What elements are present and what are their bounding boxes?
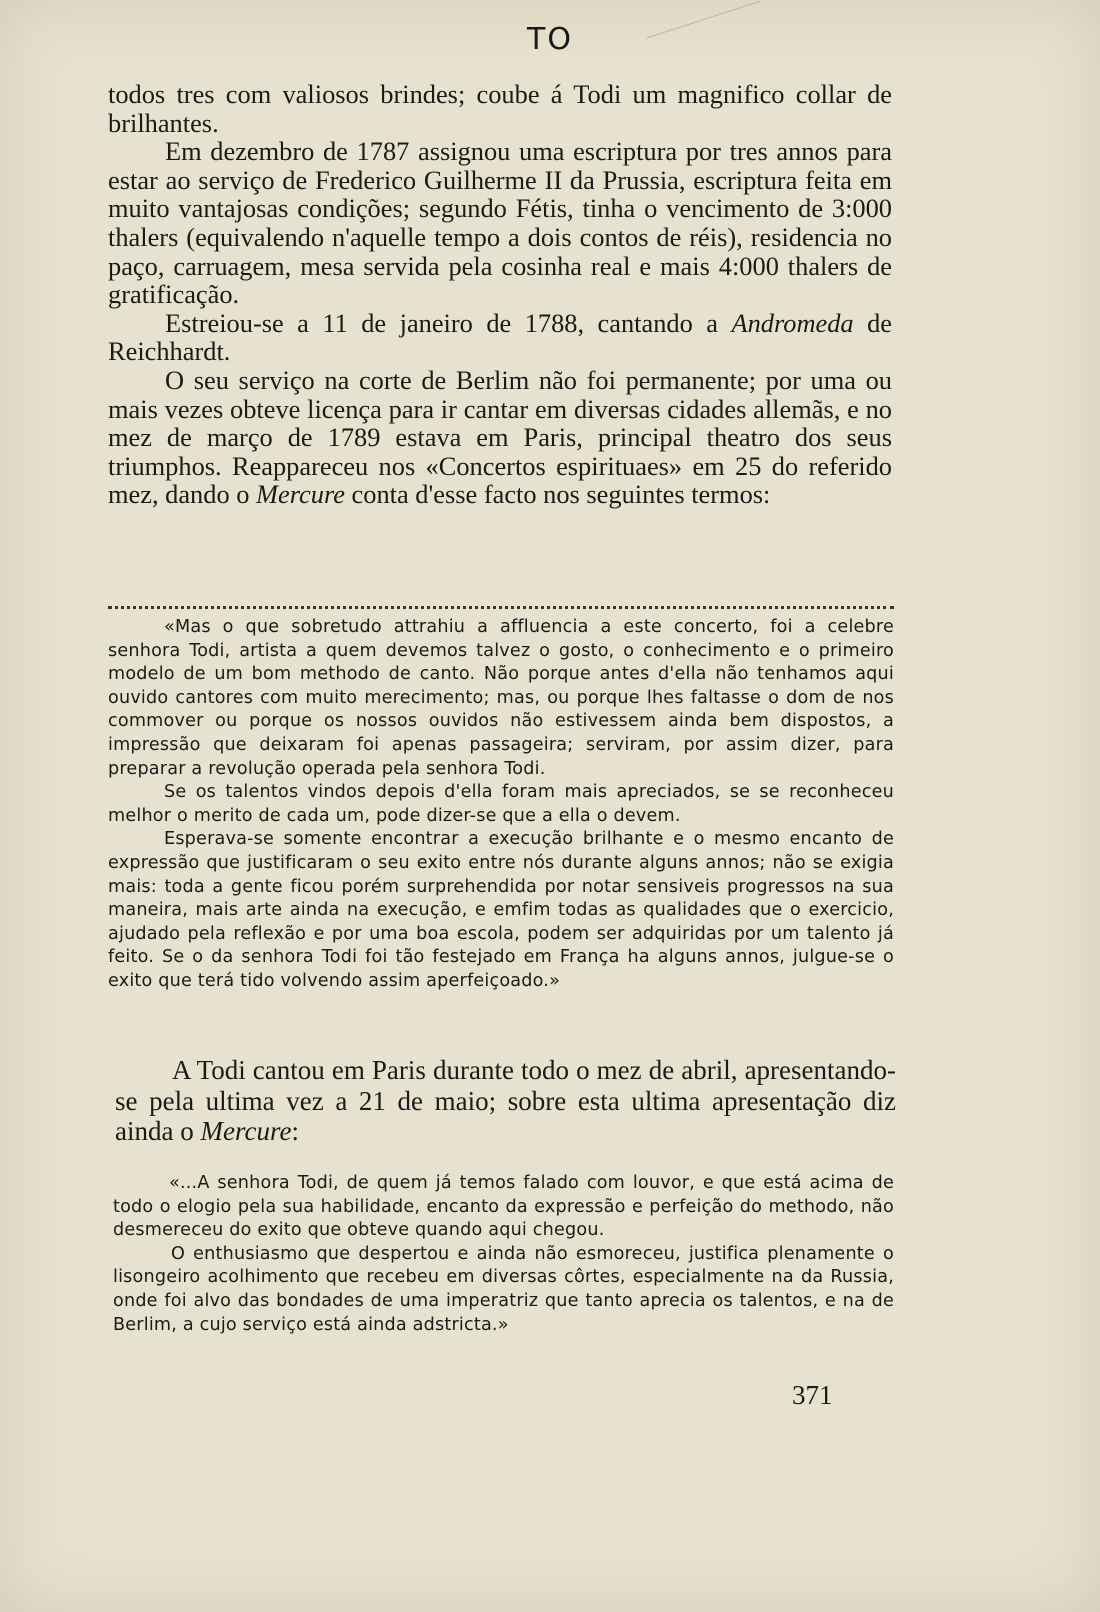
quote-paragraph: «...A senhora Todi, de quem já temos falado com louvor, e que está acima de todo o elogio pela sua habilidade, encanto da expressão e perfeição do methodo, não desmereceu do exito que obteve quando aqui chegou. [113, 1173, 894, 1241]
ellipsis-dotted-line [108, 596, 894, 609]
paragraph-servico-berlim [108, 366, 892, 509]
italic-title-mercure: Mercure [200, 1116, 292, 1146]
page-number: 371 [792, 1380, 833, 1410]
text-run: Estreiou-se a 11 de janeiro de 1788, cantando a [165, 307, 732, 338]
paragraph-estreiou [108, 309, 892, 366]
text-run: A Todi cantou em Paris durante todo o mez de abril, apresentando-se pela ultima vez a 21 de maio; sobre esta ultima apresentação diz ainda o [115, 1055, 896, 1146]
running-head: TO [527, 22, 573, 57]
main-text-block [108, 80, 892, 509]
quotation-block-2 [113, 1172, 894, 1337]
text-run: O seu serviço na corte de Berlim não foi permanente; por uma ou mais vezes obteve licença para ir cantar em diversas cidades allemãs, e no mez de março de 1789 estava em Paris, principal theatro dos seus triumphos. Reappareceu nos «Concertos espirituaes» em 25 do referido mez, dando o [108, 364, 892, 510]
text-run: conta d'esse facto nos seguintes termos: [344, 479, 771, 510]
main-text-block-2 [115, 1055, 896, 1147]
text-run: de Reichhardt. [108, 307, 892, 367]
paragraph-brindes: todos tres com valiosos brindes; coube á Todi um magnifico collar de brilhantes. [108, 79, 892, 138]
paragraph-todi-paris [115, 1055, 896, 1147]
paragraph-escriptura: Em dezembro de 1787 assignou uma escriptura por tres annos para estar ao serviço de Frederico Guilherme II da Prussia, escriptura feita em muito vantajosas condições; segundo Fétis, tinha o vencimento de 3:000 thalers (equivalendo n'aquelle tempo a dois contos de réis), residencia no paço, carruagem, mesa servida pela cosinha real e mais 4:000 thalers de gratificação. [108, 136, 892, 310]
italic-title-andromeda: Andromeda [731, 307, 854, 338]
quote-paragraph: Esperava-se somente encontrar a execução brilhante e o mesmo encanto de expressão que justificaram o seu exito entre nós durante alguns annos; não se exigia mais: toda a gente ficou porém surprehendida por notar sensiveis progressos na sua maneira, mais arte ainda na execução, e emfim todas as qualidades que o exercicio, ajudado pela reflexão e por uma boa escola, podem ser adquiridas por um talento já feito. Se o da senhora Todi foi tão festejado em França ha alguns annos, julgue-se o exito que terá tido volvendo assim aperfeiçoado.» [108, 829, 894, 991]
quote-paragraph: «Mas o que sobretudo attrahiu a affluencia a este concerto, foi a celebre senhora Todi, artista a quem devemos talvez o gosto, o conhecimento e o primeiro modelo de um bom methodo de canto. Não porque antes d'ella não tenhamos aqui ouvido cantores com muito merecimento; mas, ou porque lhes faltasse o dom de nos commover ou porque os nossos ouvidos não estivessem ainda bem dispostos, a impressão que deixaram foi apenas passageira; serviram, por assim dizer, para preparar a revolução operada pela senhora Todi. [108, 617, 894, 779]
quotation-block-1 [108, 616, 894, 994]
text-run: : [291, 1116, 299, 1146]
quote-paragraph: Se os talentos vindos depois d'ella foram mais apreciados, se se reconheceu melhor o merito de cada um, pode dizer-se que a ella o devem. [108, 782, 894, 826]
italic-title-mercure: Mercure [256, 479, 345, 510]
quote-paragraph: O enthusiasmo que despertou e ainda não esmoreceu, justifica plenamente o lisongeiro acolhimento que recebeu em diversas côrtes, especialmente na da Russia, onde foi alvo das bondades de uma imperatriz que tanto aprecia os talentos, e na de Berlim, a cujo serviço está ainda adstricta.» [113, 1243, 894, 1335]
